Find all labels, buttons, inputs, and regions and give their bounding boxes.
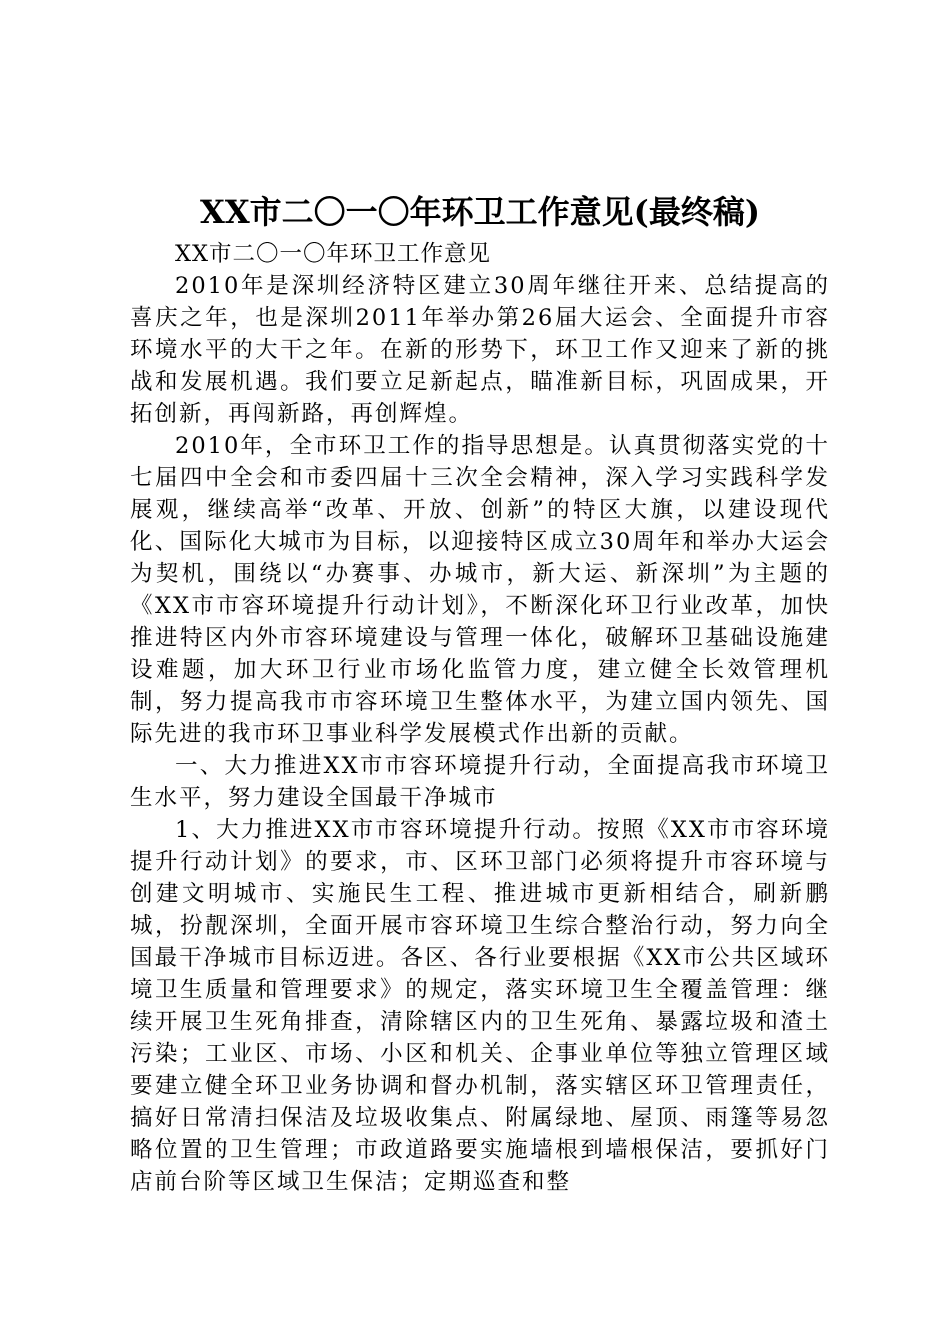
document-title: XX市二〇一〇年环卫工作意见(最终稿) bbox=[200, 193, 760, 231]
document-body bbox=[130, 190, 830, 1198]
section-heading-one: 一、大力推进XX市市容环境提升行动，全面提高我市环境卫生水平，努力建设全国最干净城市 bbox=[130, 753, 830, 811]
document-subtitle: XX市二〇一〇年环卫工作意见 bbox=[175, 241, 492, 267]
paragraph-guiding-ideology: 2010年，全市环卫工作的指导思想是。认真贯彻落实党的十七届四中全会和市委四届十三次全会精神，深入学习实践科学发展观，继续高举“改革、开放、创新”的特区大旗，以建设现代化、国际化大城市为目标，以迎接特区成立30周年和举办大运会为契机，围绕以“办赛事、办城市，新大运、新深圳”为主题的《XX市市容环境提升行动计划》，不断深化环卫行业改革，加快推进特区内外市容环境建设与管理一体化，破解环卫基础设施建设难题，加大环卫行业市场化监管力度，建立健全长效管理机制，努力提高我市市容环境卫生整体水平，为建立国内领先、国际先进的我市环卫事业科学发展模式作出新的贡献。 bbox=[130, 433, 830, 747]
paragraph-intro: 2010年是深圳经济特区建立30周年继往开来、总结提高的喜庆之年，也是深圳2011年举办第26届大运会、全面提升市容环境水平的大干之年。在新的形势下，环卫工作又迎来了新的挑战和发展机遇。我们要立足新起点，瞄准新目标，巩固成果，开拓创新，再闯新路，再创辉煌。 bbox=[130, 273, 830, 427]
paragraph-item-one: 1、大力推进XX市市容环境提升行动。按照《XX市市容环境提升行动计划》的要求，市、区环卫部门必须将提升市容环境与创建文明城市、实施民生工程、推进城市更新相结合，刷新鹏城，扮靓深圳，全面开展市容环境卫生综合整治行动，努力向全国最干净城市目标迈进。各区、各行业要根据《XX市公共区域环境卫生质量和管理要求》的规定，落实环境卫生全覆盖管理：继续开展卫生死角排查，清除辖区内的卫生死角、暴露垃圾和渣土污染；工业区、市场、小区和机关、企事业单位等独立管理区域要建立健全环卫业务协调和督办机制，落实辖区环卫管理责任，搞好日常清扫保洁及垃圾收集点、附属绿地、屋顶、雨篷等易忽略位置的卫生管理；市政道路要实施墙根到墙根保洁，要抓好门店前台阶等区域卫生保洁；定期巡查和整 bbox=[130, 817, 830, 1195]
